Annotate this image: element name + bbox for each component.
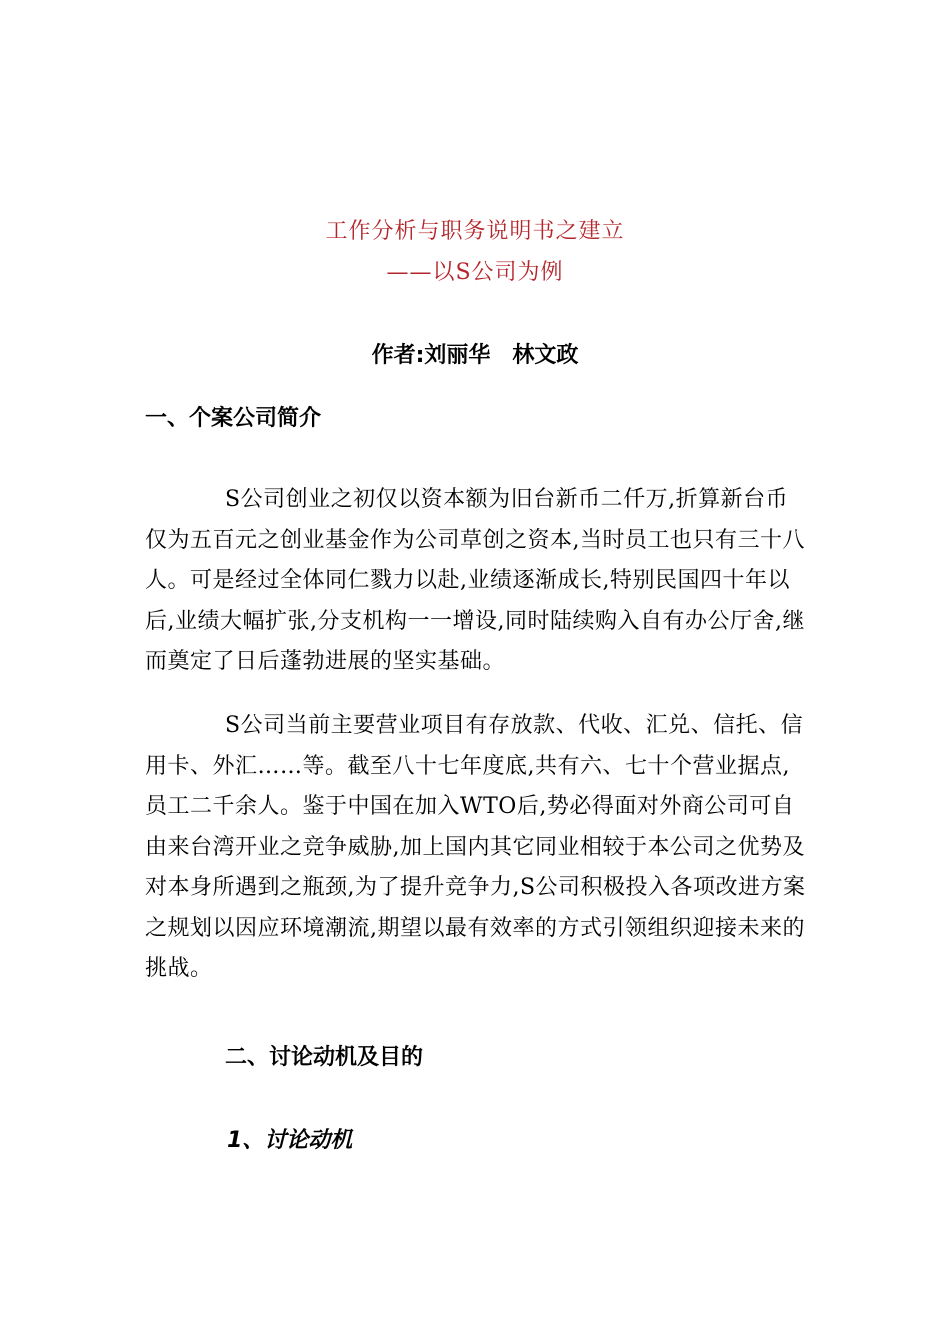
document-subtitle: ——以S公司为例 [386,260,564,285]
author-line: 作者:刘丽华 林文政 [371,343,579,368]
section-heading-company-intro: 一、个案公司简介 [145,406,322,431]
document-title: 工作分析与职务说明书之建立 [325,219,625,244]
body-paragraph: S公司当前主要营业项目有存放款、代收、汇兑、信托、信用卡、外汇……等。截至八十七年度底,共有六、七十个营业据点,员工二千余人。鉴于中国在加入WTO后,势必得面对外商公司可自由来台湾开业之竞争威胁,加上国内其它同业相较于本公司之优势及对本身所遇到之瓶颈,为了提升竞争力,S公司积极投入各项改进方案之规划以因应环境潮流,期望以最有效率的方式引领组织迎接未来的挑战。 [145,713,806,981]
subsection-heading-motivation: 1、讨论动机 [227,1128,353,1153]
section-heading-motivation-purpose: 二、讨论动机及目的 [225,1045,424,1070]
body-paragraph: S公司创业之初仅以资本额为旧台新币二仟万,折算新台币仅为五百元之创业基金作为公司草创之资本,当时员工也只有三十八人。可是经过全体同仁戮力以赴,业绩逐渐成长,特别民国四十年以后,业绩大幅扩张,分支机构一一增设,同时陆续购入自有办公厅舍,继而奠定了日后蓬勃进展的坚实基础。 [145,487,805,674]
